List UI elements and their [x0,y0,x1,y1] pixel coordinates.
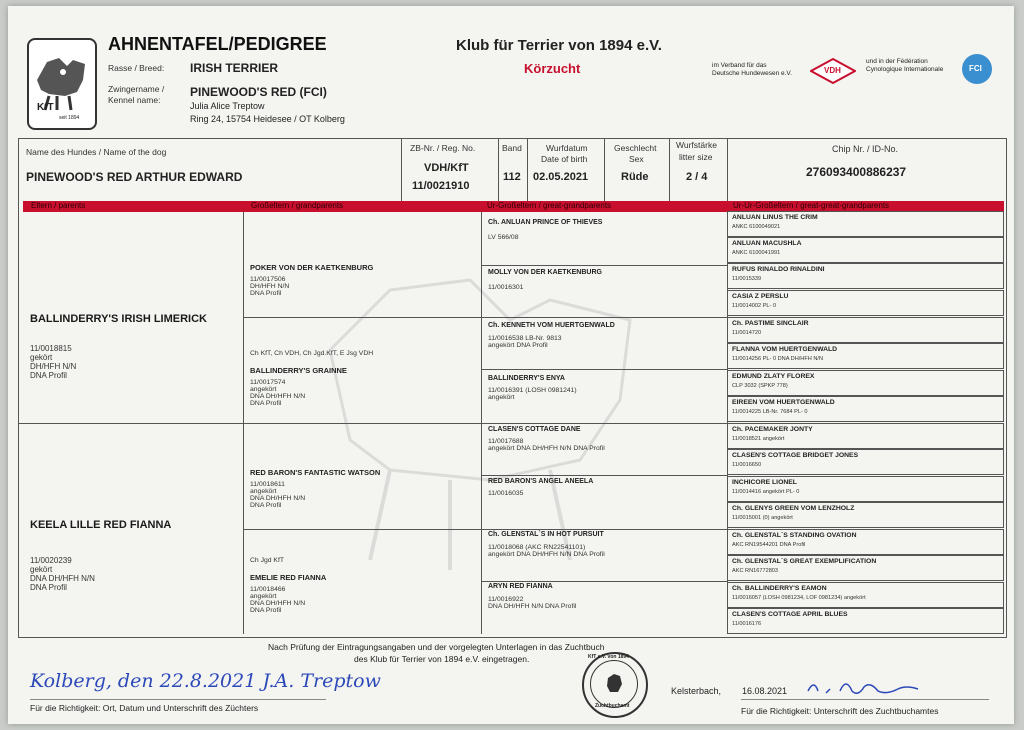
registration-note-2: des Klub für Terrier von 1894 e.V. eingetragen. [354,654,530,664]
sex-label-1: Geschlecht [614,143,657,153]
fci-logo [962,54,992,84]
great-grandparent-extra: angekört [488,394,515,401]
great-great-grandparent-reg: 11/0016176 [732,621,762,627]
great-great-grandparent-cell [727,396,1004,422]
great-great-grandparent-name: FLANNA VOM HUERTGENWALD [732,346,838,353]
vdh-text-2: Deutsche Hundewesen e.V. [712,70,792,77]
great-grandparent-name: BALLINDERRY'S ENYA [488,375,565,382]
great-great-grandparent-name: INCHICORE LIONEL [732,479,797,486]
great-grandparent-name: Ch. KENNETH VOM HUERTGENWALD [488,322,615,329]
parent-name: KEELA LILLE RED FIANNA [30,519,172,531]
grandparent-health: DNA DH/HFH N/N [250,495,306,502]
great-great-grandparent-name: Ch. PASTIME SINCLAIR [732,320,809,327]
great-great-grandparent-reg: 11/0014416 angekört PL- 0 [732,489,800,495]
column-parents: Eltern / parents [31,201,86,210]
great-great-grandparent-name: Ch. GLENSTAL`S GREAT EXEMPLIFICATION [732,558,877,565]
breeder-signature-caption: Für die Richtigkeit: Ort, Datum und Unterschrift des Züchters [30,703,259,713]
great-grandparent-name: ARYN RED FIANNA [488,583,553,590]
great-great-grandparent-cell [727,211,1004,237]
great-great-grandparent-cell [727,423,1004,449]
parent-status: gekört [30,565,53,574]
great-great-grandparent-cell [727,582,1004,608]
great-grandparent-reg: 11/0017688 [488,438,524,445]
kft-logo-subtext: seit 1894 [59,115,80,121]
great-great-grandparent-reg: 11/0015001 (0) angekört [732,515,793,521]
birth-date-label-2: Date of birth [541,154,588,164]
great-grandparent-extra: angekört DNA DH/HFH N/N DNA Profil [488,551,605,558]
vdh-logo [810,58,856,84]
great-great-grandparent-name: Ch. PACEMAKER JONTY [732,426,813,433]
great-great-grandparent-name: ANLUAN LINUS THE CRIM [732,214,818,221]
parent-health: DNA DH/HFH N/N [30,574,95,583]
great-great-grandparent-name: Ch. GLENYS GREEN VOM LENZHOLZ [732,505,855,512]
terrier-stamp-icon [604,672,626,696]
office-signature-caption: Für die Richtigkeit: Unterschrift des Zuchtbuchamtes [741,706,939,716]
dog-name: PINEWOOD'S RED ARTHUR EDWARD [26,170,243,184]
parent-reg: 11/0020239 [30,556,72,565]
great-grandparent-name: Ch. ANLUAN PRINCE OF THIEVES [488,219,603,226]
kennel-name: PINEWOOD'S RED (FCI) [190,85,327,99]
kft-logo [27,38,97,130]
great-great-grandparent-cell [727,608,1004,634]
great-grandparent-name: Ch. GLENSTAL`S IN HOT PURSUIT [488,531,604,538]
great-great-grandparent-name: EDMUND ZLATY FLOREX [732,373,815,380]
grandparent-health: DH/HFH N/N [250,283,290,290]
great-great-grandparent-name: RUFUS RINALDO RINALDINI [732,266,825,273]
great-great-grandparent-cell [727,476,1004,502]
great-great-grandparent-reg: 11/0016650 [732,462,762,468]
great-great-grandparent-reg: 11/0014256 PL- 0 DNA DH/HFH N/N [732,356,823,362]
great-grandparent-extra: angekört DNA Profil [488,342,548,349]
great-grandparent-reg: 11/0016922 [488,596,524,603]
vdh-logo-text: VDH [824,66,841,75]
breeder-address: Ring 24, 15754 Heidesee / OT Kolberg [190,114,345,124]
birth-date: 02.05.2021 [533,171,589,183]
parent-dna: DNA Profil [30,583,67,592]
reg-no-2: 11/0021910 [412,180,470,192]
great-great-grandparent-name: Ch. GLENSTAL`S STANDING OVATION [732,532,857,539]
litter-size-label-2: litter size [679,152,713,162]
grandparent-status: angekört [250,488,277,495]
grandparent-health: DNA DH/HFH N/N [250,600,306,607]
fci-logo-text: FCI [969,64,982,73]
great-great-grandparent-reg: CLP 3032 (SPKP 778) [732,383,788,389]
dog-name-label: Name des Hundes / Name of the dog [26,147,167,157]
great-great-grandparent-reg: AKC RN19544201 DNA Profil [732,542,806,548]
koerzucht-label: Körzucht [524,61,581,76]
breed: IRISH TERRIER [190,61,279,75]
great-great-grandparent-reg: 11/0014720 [732,330,762,336]
great-great-grandparent-cell [727,449,1004,475]
great-great-grandparent-name: ANLUAN MACUSHLA [732,240,802,247]
grandparent-dna: DNA Profil [250,290,282,297]
great-great-grandparent-cell [727,317,1004,343]
great-great-grandparent-cell [727,290,1004,316]
great-great-grandparent-cell [727,343,1004,369]
grandparent-name: RED BARON'S FANTASTIC WATSON [250,468,381,477]
great-great-grandparent-cell [727,502,1004,528]
great-great-grandparent-name: CASIA Z PERSLU [732,293,789,300]
great-great-grandparent-cell [727,555,1004,581]
great-great-grandparent-reg: 11/0015339 [732,276,762,282]
sex-value: Rüde [621,171,649,183]
parent-reg: 11/0018815 [30,344,72,353]
grandparent-reg: 11/0017574 [250,379,286,386]
great-great-grandparent-reg: AKC RN16772803 [732,568,779,574]
great-great-grandparent-name: EIREEN VOM HUERTGENWALD [732,399,835,406]
band-label: Band [502,143,522,153]
grandparent-reg: 11/0018466 [250,586,286,593]
great-great-grandparent-name: Ch. BALLINDERRY'S EAMON [732,585,827,592]
grandparent-name: BALLINDERRY'S GRAINNE [250,366,347,375]
great-grandparent-reg: 11/0018068 (AKC RN22541101) [488,544,586,551]
great-grandparent-extra: angekört DNA DH/HFH N/N DNA Profil [488,445,605,452]
kennel-label-2: Kennel name: [108,95,161,105]
great-grandparent-name: CLASEN'S COTTAGE DANE [488,426,581,433]
grandparent-title: Ch Jgd KfT [250,557,284,564]
great-great-grandparent-cell [727,370,1004,396]
sex-label-2: Sex [629,154,644,164]
litter-size-label-1: Wurfstärke [676,140,717,150]
office-date: 16.08.2021 [742,686,788,696]
breeder-signature: Kolberg, den 22.8.2021 J.A. Treptow [30,670,381,692]
column-grandparents: Großeltern / grandparents [251,201,344,210]
fci-text-1: und in der Fédération [866,58,928,65]
chip-label: Chip Nr. / ID-No. [832,144,899,154]
reg-no-1: VDH/KfT [424,162,469,174]
column-great-great-grandparents: Ur-Ur-Großeltern / great-great-grandparents [733,201,890,210]
parent-name: BALLINDERRY'S IRISH LIMERICK [30,313,207,325]
grandparent-status: angekört [250,386,277,393]
grandparent-dna: DNA Profil [250,400,282,407]
band-value: 112 [503,171,521,183]
great-grandparent-reg: 11/0016391 (LOSH 0981241) [488,387,577,394]
vdh-text-1: im Verband für das [712,62,767,69]
birth-date-label-1: Wurfdatum [546,143,588,153]
kft-logo-text: KfT [37,102,54,113]
grandparent-title: Ch KfT, Ch VDH, Ch Jgd.KfT, E Jsg VDH [250,350,374,357]
stamp-top-text: KfT e.V. von 1894 [588,654,629,660]
great-great-grandparent-name: CLASEN'S COTTAGE APRIL BLUES [732,611,848,618]
great-grandparent-name: RED BARON'S ANGEL ANEELA [488,478,594,485]
great-grandparent-reg: 11/0016035 [488,490,524,497]
page-title: AHNENTAFEL/PEDIGREE [108,34,327,54]
club-name: Klub für Terrier von 1894 e.V. [456,37,662,54]
grandparent-health: DNA DH/HFH N/N [250,393,306,400]
breed-label: Rasse / Breed: [108,63,165,73]
great-grandparent-reg: 11/0016538 LB-Nr. 9813 [488,335,562,342]
great-great-grandparent-reg: 11/0014002 PL- 0 [732,303,777,309]
chip-number: 276093400886237 [806,165,907,179]
great-great-grandparent-reg: 11/0014225 LB-Nr. 7684 PL- 0 [732,409,808,415]
office-signature [806,675,926,699]
grandparent-dna: DNA Profil [250,502,282,509]
zuchtbuchamt-stamp [582,652,648,718]
parent-dna: DNA Profil [30,371,67,380]
great-great-grandparent-cell [727,529,1004,555]
grandparent-name: POKER VON DER KAETKENBURG [250,263,374,272]
grandparent-name: EMELIE RED FIANNA [250,573,327,582]
litter-size: 2 / 4 [686,171,708,183]
parent-health: DH/HFH N/N [30,362,77,371]
great-grandparent-extra: DNA DH/HFH N/N DNA Profil [488,603,577,610]
grandparent-reg: 11/0018611 [250,481,285,488]
breeder-name: Julia Alice Treptow [190,101,265,111]
column-great-grandparents: Ur-Großeltern / great-grandparents [487,201,612,210]
stamp-bottom-text: Zuchtbuchamt [595,703,630,709]
fci-text-2: Cynologique Internationale [866,66,944,73]
registration-note-1: Nach Prüfung der Eintragungsangaben und der vorgelegten Unterlagen in das Zuchtbuch [268,642,605,652]
office-place: Kelsterbach, [671,686,722,696]
parent-status: gekört [30,353,53,362]
grandparent-reg: 11/0017506 [250,276,286,283]
kennel-label-1: Zwingername / [108,84,165,94]
great-great-grandparent-reg: ANKC 6100049021 [732,224,781,230]
grandparent-status: angekört [250,593,277,600]
great-great-grandparent-reg: ANKC 6100041991 [732,250,781,256]
great-grandparent-reg: 11/0016301 [488,284,524,291]
reg-no-label: ZB-Nr. / Reg. No. [410,143,476,153]
great-great-grandparent-cell [727,263,1004,289]
great-great-grandparent-cell [727,237,1004,263]
great-great-grandparent-reg: 11/0016057 (LOSH 0981234, LOF 0981234) angekört [732,595,866,601]
great-great-grandparent-name: CLASEN'S COTTAGE BRIDGET JONES [732,452,859,459]
great-grandparent-name: MOLLY VON DER KAETKENBURG [488,269,602,276]
grandparent-dna: DNA Profil [250,607,282,614]
great-great-grandparent-reg: 11/0018521 angekört [732,436,785,442]
great-grandparent-reg: LV 566/08 [488,234,519,241]
